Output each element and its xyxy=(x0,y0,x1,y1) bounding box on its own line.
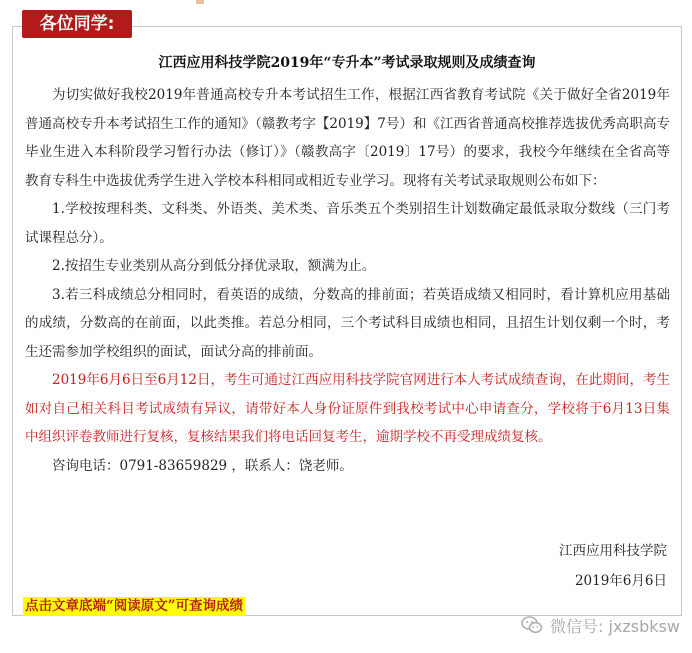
notice-box xyxy=(12,26,682,616)
rule-1-paragraph: 1.学校按理科类、文科类、外语类、美术类、音乐类五个类别招生计划数确定最低录取分数线（三门考试课程总分）。 xyxy=(25,201,670,246)
signature-date: 2019年6月6日 xyxy=(574,573,667,589)
intro-paragraph: 为切实做好我校2019年普通高校专升本考试招生工作，根据江西省教育考试院《关于做好全省2019年普通高校专升本考试招生工作的通知》（赣教考字【2019】7号）和《江西省普通高校推荐选拔优秀高职高专毕业生进入本科阶段学习暂行办法（修订）》（赣教高字〔2019〕17号）的要求，我校今年继续在全省高等教育专科生中选拔优秀学生进入学校本科相同或相近专业学习。现将有关考试录取规则公布如下： xyxy=(25,87,670,189)
header-tag: 各位同学: xyxy=(22,10,132,38)
score-query-paragraph: 2019年6月6日至6月12日，考生可通过江西应用科技学院官网进行本人考试成绩查询，在此期间，考生如对自己相关科目考试成绩有异议，请带好本人身份证原件到我校考试中心申请查分，学校将于6月13日集中组织评卷教师进行复核，复核结果我们将电话回复考生，逾期学校不再受理成绩复核。 xyxy=(25,372,670,445)
read-original-link[interactable]: 点击文章底端“阅读原文”可查询成绩 xyxy=(25,598,244,614)
wechat-id-text: 微信号: jxzsbksw xyxy=(550,616,680,636)
rule-2-paragraph: 2.按招生专业类别从高分到低分择优录取，额满为止。 xyxy=(52,258,376,274)
rule-3-paragraph: 3.若三科成绩总分相同时，看英语的成绩，分数高的排前面；若英语成绩又相同时，看计算机应用基础的成绩，分数高的在前面，以此类推。若总分相同，三个考试科目成绩也相同，且招生计划仅剩一个时，考生还需参加学校组织的面试，面试分高的排前面。 xyxy=(25,286,670,360)
contact-paragraph: 咨询电话：0791-83659829 ，联系人：饶老师。 xyxy=(52,457,353,474)
notice-title: 江西应用科技学院2019年“专升本”考试录取规则及成绩查询 xyxy=(158,55,536,71)
notice-body xyxy=(25,81,670,480)
top-decoration xyxy=(196,0,204,4)
signature-org: 江西应用科技学院 xyxy=(559,543,667,559)
wechat-watermark xyxy=(520,612,680,638)
wechat-icon xyxy=(520,613,544,637)
